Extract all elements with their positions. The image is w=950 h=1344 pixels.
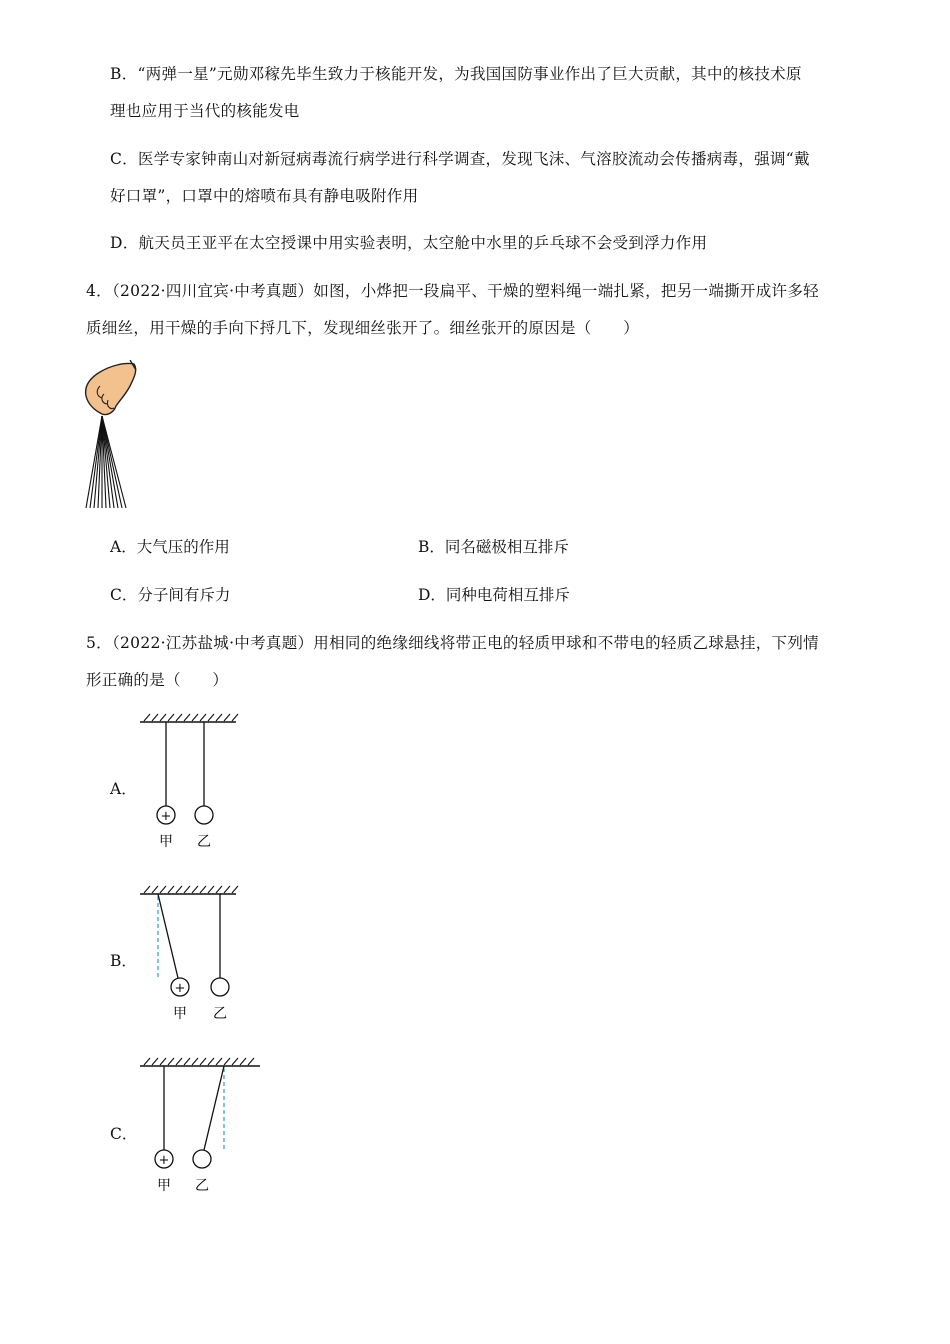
label-yi: 乙 <box>213 1006 227 1022</box>
q5-figure-b <box>138 882 242 1028</box>
q4-option-b[interactable]: B．同名磁极相互排斥 <box>418 538 569 556</box>
q4-option-d[interactable]: D．同种电荷相互排斥 <box>418 586 570 604</box>
q4-option-c[interactable]: C．分子间有斥力 <box>110 586 231 604</box>
label-jia: 甲 <box>173 1006 187 1022</box>
q4-option-a[interactable]: A．大气压的作用 <box>110 538 230 556</box>
q5-stem-line1: 5．（2022·江苏盐城·中考真题）用相同的绝缘细线将带正电的轻质甲球和不带电的轻质乙球悬挂，下列情 <box>86 634 819 652</box>
q3-option-c-line1: C．医学专家钟南山对新冠病毒流行病学进行科学调查，发现飞沫、气溶胶流动会传播病毒，强调“戴 <box>110 150 810 168</box>
label-yi: 乙 <box>197 834 211 850</box>
q5-option-c-label[interactable]: C． <box>110 1125 138 1143</box>
q3-option-b-line1: B．“两弹一星”元勋邓稼先毕生致力于核能开发，为我国国防事业作出了巨大贡献，其中的核技术原 <box>110 65 802 83</box>
plus-sign: + <box>174 981 186 996</box>
label-yi: 乙 <box>195 1178 209 1194</box>
q5-stem-line2: 形正确的是（ ） <box>86 671 229 689</box>
q5-option-a-label[interactable]: A． <box>110 780 137 798</box>
q5-option-b-label[interactable]: B． <box>110 952 137 970</box>
q3-option-c-line2: 好口罩”，口罩中的熔喷布具有静电吸附作用 <box>110 187 419 205</box>
plus-sign: + <box>160 809 172 824</box>
ball-yi <box>211 978 229 996</box>
plastic-strands <box>86 416 126 508</box>
label-jia: 甲 <box>159 834 173 850</box>
q5-figure-c <box>138 1054 264 1200</box>
q4-stem-line2: 质细丝，用干燥的手向下捋几下，发现细丝张开了。细丝张开的原因是（ ） <box>86 319 640 337</box>
q3-option-d: D．航天员王亚平在太空授课中用实验表明，太空舱中水里的乒乓球不会受到浮力作用 <box>110 234 708 252</box>
plus-sign: + <box>158 1153 170 1168</box>
hand-icon <box>86 363 136 414</box>
q3-option-b-line2: 理也应用于当代的核能发电 <box>110 102 300 120</box>
label-jia: 甲 <box>157 1178 171 1194</box>
q5-figure-a <box>138 710 242 856</box>
hand-strands-figure <box>80 360 150 512</box>
ball-yi <box>193 1150 211 1168</box>
q4-stem-line1: 4．（2022·四川宜宾·中考真题）如图，小烨把一段扁平、干燥的塑料绳一端扎紧，把另一端撕开成许多轻 <box>86 282 819 300</box>
ball-yi <box>195 806 213 824</box>
